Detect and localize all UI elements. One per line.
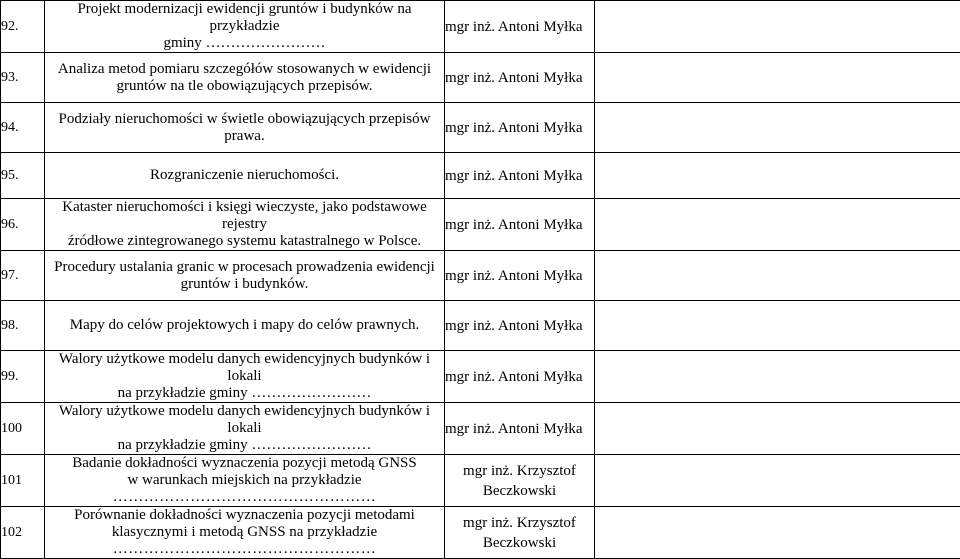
topic-line: Walory użytkowe modelu danych ewidencyjnych budynków i lokali <box>59 351 430 384</box>
topic-line: Rozgraniczenie nieruchomości. <box>150 167 339 183</box>
topic-cell <box>45 251 445 301</box>
supervisor-line: mgr inż. Antoni Myłka <box>445 421 583 437</box>
row-number: 100 <box>1 403 45 455</box>
table-row <box>1 455 960 507</box>
topic-cell <box>45 507 445 559</box>
supervisor-cell <box>445 153 595 199</box>
topic-line: Analiza metod pomiaru szczegółów stosowanych w ewidencji <box>58 61 431 77</box>
supervisor-line: Beczkowski <box>483 483 556 499</box>
topic-cell <box>45 351 445 403</box>
supervisor-line: mgr inż. Krzysztof <box>463 515 576 531</box>
supervisor-cell <box>445 103 595 153</box>
supervisor-line: mgr inż. Antoni Myłka <box>445 217 583 233</box>
topic-line: klasycznymi i metodą GNSS na przykładzie <box>112 524 377 540</box>
supervisor-line: mgr inż. Antoni Myłka <box>445 70 583 86</box>
empty-cell <box>595 507 960 559</box>
topic-line: …………………………………………… <box>113 489 377 505</box>
row-number: 95. <box>1 153 45 199</box>
table-row <box>1 103 960 153</box>
topic-line: Walory użytkowe modelu danych ewidencyjnych budynków i lokali <box>59 403 430 436</box>
supervisor-cell <box>445 351 595 403</box>
topic-line: na przykładzie gminy …………………… <box>118 437 372 453</box>
topic-cell <box>45 199 445 251</box>
topic-line: Procedury ustalania granic w procesach prowadzenia ewidencji <box>54 259 435 275</box>
table-row <box>1 1 960 53</box>
table-row <box>1 199 960 251</box>
topic-cell <box>45 103 445 153</box>
supervisor-line: mgr inż. Antoni Myłka <box>445 168 583 184</box>
empty-cell <box>595 103 960 153</box>
table-row <box>1 507 960 559</box>
table-row <box>1 53 960 103</box>
table-row <box>1 351 960 403</box>
supervisor-cell <box>445 53 595 103</box>
topic-cell <box>45 455 445 507</box>
topic-cell <box>45 153 445 199</box>
row-number: 102 <box>1 507 45 559</box>
topic-cell <box>45 53 445 103</box>
table-row <box>1 251 960 301</box>
topic-line: gminy …………………… <box>163 35 325 51</box>
topic-line: Kataster nieruchomości i księgi wieczyste, jako podstawowe rejestry <box>62 199 426 232</box>
supervisor-cell <box>445 403 595 455</box>
topic-line: gruntów na tle obowiązujących przepisów. <box>116 78 372 94</box>
supervisor-line: mgr inż. Antoni Myłka <box>445 19 583 35</box>
supervisor-cell <box>445 455 595 507</box>
supervisor-line: Beczkowski <box>483 535 556 551</box>
table-row <box>1 301 960 351</box>
topic-cell <box>45 1 445 53</box>
topic-line: gruntów i budynków. <box>181 276 309 292</box>
empty-cell <box>595 251 960 301</box>
topic-cell <box>45 301 445 351</box>
supervisor-cell <box>445 251 595 301</box>
topic-line: Projekt modernizacji ewidencji gruntów i budynków na przykładzie <box>77 1 411 34</box>
row-number: 96. <box>1 199 45 251</box>
supervisor-line: mgr inż. Antoni Myłka <box>445 369 583 385</box>
topic-line: Mapy do celów projektowych i mapy do celów prawnych. <box>70 317 420 333</box>
topic-line: Porównanie dokładności wyznaczenia pozycji metodami <box>74 507 415 523</box>
supervisor-cell <box>445 199 595 251</box>
empty-cell <box>595 455 960 507</box>
empty-cell <box>595 199 960 251</box>
supervisor-cell <box>445 1 595 53</box>
empty-cell <box>595 153 960 199</box>
empty-cell <box>595 1 960 53</box>
topic-line: Podziały nieruchomości w świetle obowiązujących przepisów prawa. <box>59 111 431 144</box>
row-number: 93. <box>1 53 45 103</box>
row-number: 92. <box>1 1 45 53</box>
supervisor-cell <box>445 507 595 559</box>
table-row <box>1 403 960 455</box>
supervisor-line: mgr inż. Antoni Myłka <box>445 120 583 136</box>
row-number: 97. <box>1 251 45 301</box>
row-number: 101 <box>1 455 45 507</box>
topic-line: Badanie dokładności wyznaczenia pozycji metodą GNSS <box>72 455 416 471</box>
empty-cell <box>595 301 960 351</box>
row-number: 94. <box>1 103 45 153</box>
row-number: 99. <box>1 351 45 403</box>
supervisor-line: mgr inż. Antoni Myłka <box>445 318 583 334</box>
empty-cell <box>595 53 960 103</box>
table-row <box>1 153 960 199</box>
empty-cell <box>595 351 960 403</box>
topic-line: źródłowe zintegrowanego systemu katastralnego w Polsce. <box>68 233 421 249</box>
supervisor-cell <box>445 301 595 351</box>
empty-cell <box>595 403 960 455</box>
supervisor-line: mgr inż. Krzysztof <box>463 463 576 479</box>
topic-line: na przykładzie gminy …………………… <box>118 385 372 401</box>
supervisor-line: mgr inż. Antoni Myłka <box>445 268 583 284</box>
row-number: 98. <box>1 301 45 351</box>
topic-line: w warunkach miejskich na przykładzie <box>127 472 361 488</box>
topic-line: …………………………………………… <box>113 541 377 557</box>
topic-cell <box>45 403 445 455</box>
